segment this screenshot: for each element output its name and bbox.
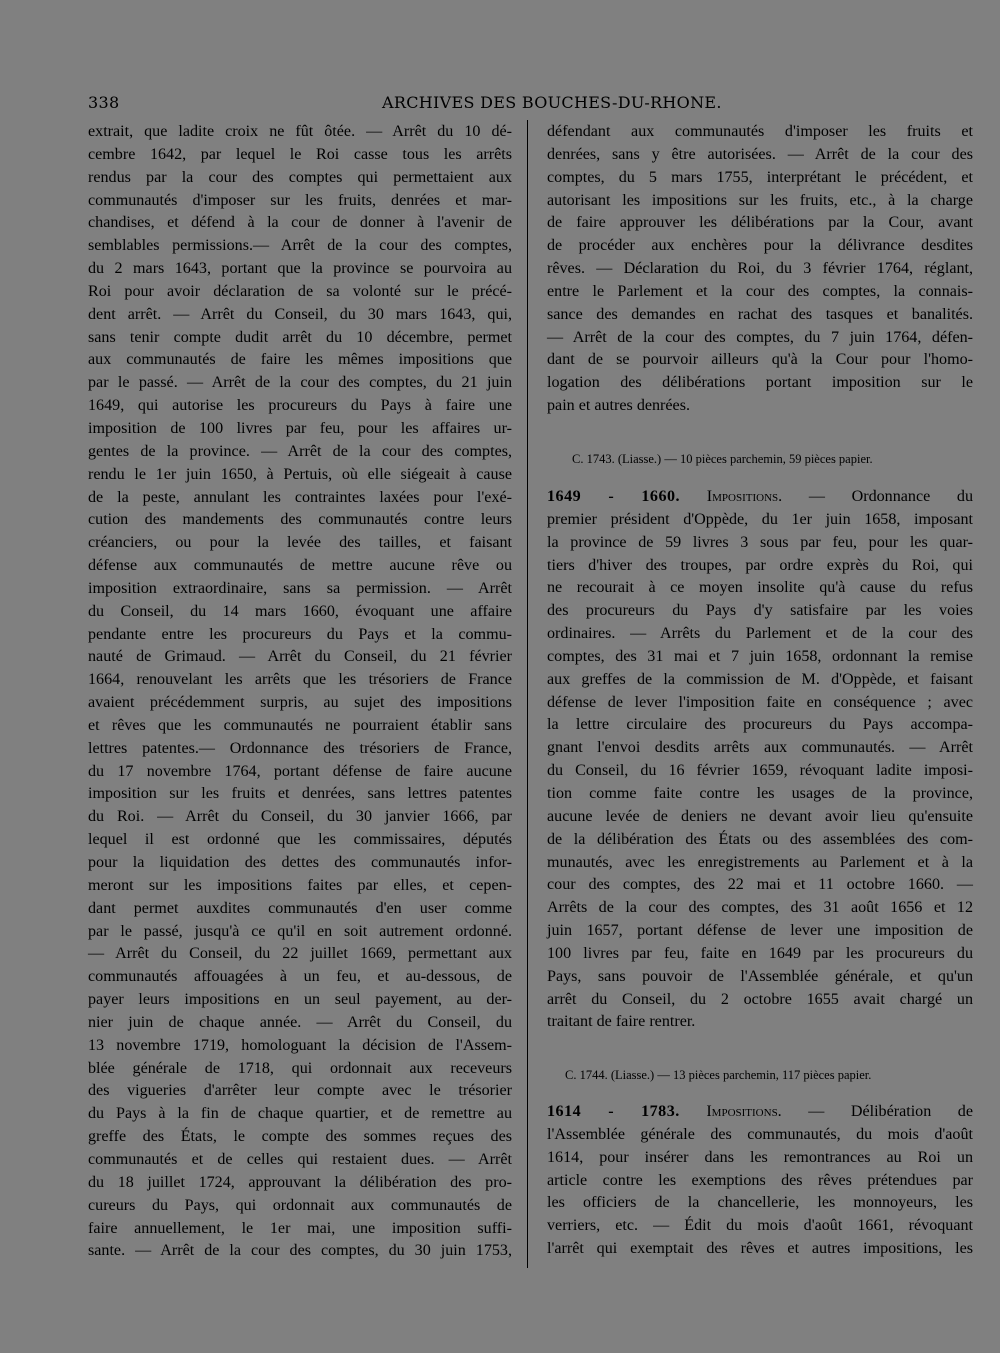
right-paragraph-continuation <box>547 121 973 418</box>
text-line: payer leurs impositions en un seul payement, au der- <box>88 991 512 1009</box>
text-line: comptes, du 5 mars 1755, interprétant le précédent, et <box>547 168 973 186</box>
text-line: pour la liquidation des dettes des communautés infor- <box>88 854 512 871</box>
text-line: 1664, renouvelant les arrêts que les trésoriers de France <box>88 671 512 689</box>
text-line: de la peste, annulant les contraintes laxées pour l'exé- <box>88 488 512 506</box>
text-line: défense aux communautés de mettre aucune rêve ou <box>88 557 512 575</box>
text-line: la province de 59 livres 3 sous par feu, pour les quar- <box>547 533 973 551</box>
text-line: avaient précédemment surpris, au sujet des impositions <box>88 694 512 712</box>
text-line: imposition de 100 livres par feu, pour les affaires ur- <box>88 419 512 437</box>
left-column <box>88 121 512 1263</box>
text-line: aucune levée de deniers ne devant avoir lieu qu'ensuite <box>547 807 973 825</box>
text-line: cour des comptes, des 22 mai et 11 octobre 1660. — <box>547 876 973 894</box>
running-title: ARCHIVES DES BOUCHES-DU-RHONE. <box>382 93 722 112</box>
text-line: munautés, avec les enregistrements au Parlement et à la <box>547 853 973 871</box>
text-line: pendante entre les procureurs du Pays et la commu- <box>88 625 512 643</box>
text-line: communautés et de celles qui restaient dues. — Arrêt <box>88 1150 512 1168</box>
text-line: premier président d'Oppède, du 1er juin 1658, imposant <box>547 510 973 528</box>
text-line: de faire approuver les délibérations par la Cour, avant <box>547 214 973 232</box>
left-paragraph <box>88 121 512 1263</box>
text-line: juin 1657, portant défense de lever une imposition de <box>547 922 973 940</box>
text-line: meront sur les impositions faites par elles, et cepen- <box>88 876 512 894</box>
text-line: des procureurs du Pays d'y satisfaire par les voies <box>547 602 973 620</box>
text-line: tiers d'hiver des troupes, par ordre exprès du Roi, qui <box>547 556 973 574</box>
text-line: de la délibération des États ou des assemblées des com- <box>547 830 973 848</box>
column-separator <box>527 120 528 1268</box>
text-line: par le passé. — Arrêt de la cour des comptes, du 21 juin <box>88 374 512 392</box>
text-line: communautés affouagées à un feu, et au-dessous, de <box>88 968 512 986</box>
text-line: rendus par la cour des comptes qui permettaient aux <box>88 168 512 186</box>
archive-reference-c1744: C. 1744. (Liasse.) — 13 pièces parchemin, 117 pièces papier. <box>565 1068 872 1082</box>
text-line: traitant de faire rentrer. <box>547 1013 696 1031</box>
text-line: faire annuellement, le 1er mai, une imposition suffi- <box>88 1219 512 1237</box>
text-line: sante. — Arrêt de la cour des comptes, du 30 juin 1753, <box>88 1242 512 1260</box>
entry-keyword: Impositions. <box>706 488 783 505</box>
entry-date: 1649 - 1660. <box>547 488 681 505</box>
text-line: ordinaires. — Arrêts du Parlement et de la cour des <box>547 625 973 643</box>
text-line: sance des demandes en rachat des tasques et banalités. <box>547 305 973 323</box>
entry-paragraph <box>547 486 973 1034</box>
text-line: imposition extraordinaire, sans sa permission. — Arrêt <box>88 579 512 597</box>
text-line: cution des mandements des communautés contre leurs <box>88 511 512 529</box>
right-column <box>547 121 973 418</box>
text-line: 13 novembre 1719, homologuant la décision de l'Assem- <box>88 1036 512 1054</box>
page-number: 338 <box>88 93 120 112</box>
text-line: — Arrêt de la cour des comptes, du 7 juin 1764, défen- <box>547 328 973 346</box>
page-header <box>88 93 722 115</box>
text-line: défense de lever l'imposition faite en conséquence ; avec <box>547 693 973 711</box>
text-line: dant permet auxdites communautés d'en user comme <box>88 899 512 917</box>
text-line: gnant l'envoi desdits arrêts aux communautés. — Arrêt <box>547 739 973 757</box>
text-line: Pays, sans pouvoir de l'Assemblée générale, et qu'un <box>547 967 973 985</box>
text-line: rendu le 1er juin 1650, à Pertuis, où elle siégeait à cause <box>88 465 512 483</box>
text-line: de procéder aux enchères pour la délivrance desdites <box>547 237 973 255</box>
text-line: denrées, sans y être autorisées. — Arrêt de la cour des <box>547 145 973 163</box>
text-line: dant de se pourvoir ailleurs qu'à la Cour pour l'homo- <box>547 351 973 369</box>
entry-first-line-rest: — Ordonnance du <box>782 488 973 505</box>
text-line: l'arrêt qui exemptait des rêves et autres impositions, les <box>547 1240 973 1258</box>
text-line: les officiers de la chancellerie, les monnoyeurs, les <box>547 1194 973 1212</box>
text-line: greffe des États, le compte des sommes reçues des <box>88 1128 512 1146</box>
text-line: du Conseil, du 16 février 1659, révoquant ladite imposi- <box>547 762 973 780</box>
entry-keyword: Impositions. <box>706 1103 782 1120</box>
text-line: cureurs du Pays, qui ordonnait aux communautés de <box>88 1196 512 1214</box>
text-line: par le passé, jusqu'à ce qu'il en soit autrement ordonné. <box>88 922 512 940</box>
text-line: verriers, etc. — Édit du mois d'août 1661, révoquant <box>547 1217 973 1235</box>
text-line: semblables permissions.— Arrêt de la cour des comptes, <box>88 237 512 255</box>
text-line: rêves. — Déclaration du Roi, du 3 février 1764, réglant, <box>547 260 973 278</box>
text-line: pain et autres denrées. <box>547 397 690 415</box>
text-line: extrait, que ladite croix ne fût ôtée. — Arrêt du 10 dé- <box>88 123 512 140</box>
text-line: défendant aux communautés d'imposer les fruits et <box>547 123 973 140</box>
text-line: article contre les exemptions des rêves prétendues par <box>547 1171 973 1189</box>
archive-reference-c1743: C. 1743. (Liasse.) — 10 pièces parchemin, 59 pièces papier. <box>572 452 873 466</box>
text-line: du Roi. — Arrêt du Conseil, du 30 janvier 1666, par <box>88 808 512 826</box>
entry-date: 1614 - 1783. <box>547 1103 680 1120</box>
text-line: entre le Parlement et la cour des comptes, la connais- <box>547 282 973 300</box>
text-line: — Arrêt du Conseil, du 22 juillet 1669, permettant aux <box>88 945 512 963</box>
entry-first-line-rest: — Délibération de <box>781 1103 973 1120</box>
entry-paragraph <box>547 1101 973 1261</box>
text-line: ne recourait à ce moyen insolite qu'à cause du refus <box>547 579 973 597</box>
text-line: comptes, des 31 mai et 7 juin 1658, ordonnant la remise <box>547 647 973 665</box>
text-line: du Pays à la fin de chaque quartier, et de remettre au <box>88 1105 512 1123</box>
text-line: dent arrêt. — Arrêt du Conseil, du 30 mars 1643, qui, <box>88 305 512 323</box>
text-line: Arrêts de la cour des comptes, des 31 août 1656 et 12 <box>547 899 973 917</box>
text-line: 1649, qui autorise les procureurs du Pays à faire une <box>88 397 512 415</box>
text-line: du Conseil, du 14 mars 1660, évoquant une affaire <box>88 602 512 620</box>
text-line: nauté de Grimaud. — Arrêt du Conseil, du 21 février <box>88 648 512 666</box>
text-line: autorisant les impositions sur les fruits, etc., à la charge <box>547 191 973 209</box>
text-line: imposition sur les fruits et denrées, sans lettres patentes <box>88 785 512 803</box>
text-line: du 17 novembre 1764, portant défense de faire aucune <box>88 762 512 780</box>
text-line: du 2 mars 1643, portant que la province se pourvoira au <box>88 260 512 278</box>
text-line: blée générale de 1718, qui ordonnait aux receveurs <box>88 1059 512 1077</box>
text-line: l'Assemblée générale des communautés, du mois d'août <box>547 1125 973 1143</box>
text-line: aux greffes de la commission de M. d'Oppède, et faisant <box>547 670 973 688</box>
text-line: logation des délibérations portant imposition sur le <box>547 374 973 392</box>
text-line: aux communautés de faire les mêmes impositions que <box>88 351 512 369</box>
text-line: arrêt du Conseil, du 2 octobre 1655 avait chargé un <box>547 990 973 1008</box>
text-line: communautés d'imposer sur les fruits, denrées et mar- <box>88 191 512 209</box>
text-line: sans tenir compte dudit arrêt du 10 décembre, permet <box>88 328 512 346</box>
text-line: Roi pour avoir déclaration de sa volonté sur le précé- <box>88 282 512 300</box>
text-line: des vigueries d'arrêter leur compte avec le trésorier <box>88 1082 512 1100</box>
text-line: et rêves que les communautés ne pourraient établir sans <box>88 716 512 734</box>
text-line: la lettre circulaire des procureurs du Pays accompa- <box>547 716 973 734</box>
text-line: 100 livres par feu, faite en 1649 par les procureurs du <box>547 944 973 962</box>
text-line: du 18 juillet 1724, approuvant la délibération des pro- <box>88 1173 512 1191</box>
text-line: cembre 1642, par lequel le Roi casse tous les arrêts <box>88 145 512 163</box>
text-line: tion comme faite contre les usages de la province, <box>547 784 973 802</box>
text-line: lettres patentes.— Ordonnance des trésoriers de France, <box>88 739 512 757</box>
entry-1649-1660 <box>547 486 973 1034</box>
text-line: créanciers, ou pour la levée des tailles, et faisant <box>88 534 512 552</box>
entry-1614-1783 <box>547 1101 973 1261</box>
text-line: 1614, pour insérer dans les remontrances au Roi un <box>547 1148 973 1166</box>
text-line: lequel il est ordonné que les commissaires, députés <box>88 831 512 849</box>
text-line: nier juin de chaque année. — Arrêt du Conseil, du <box>88 1013 512 1031</box>
text-line: gentes de la province. — Arrêt de la cour des comptes, <box>88 442 512 460</box>
text-line: chandises, et défend à la cour de donner à l'avenir de <box>88 214 512 232</box>
